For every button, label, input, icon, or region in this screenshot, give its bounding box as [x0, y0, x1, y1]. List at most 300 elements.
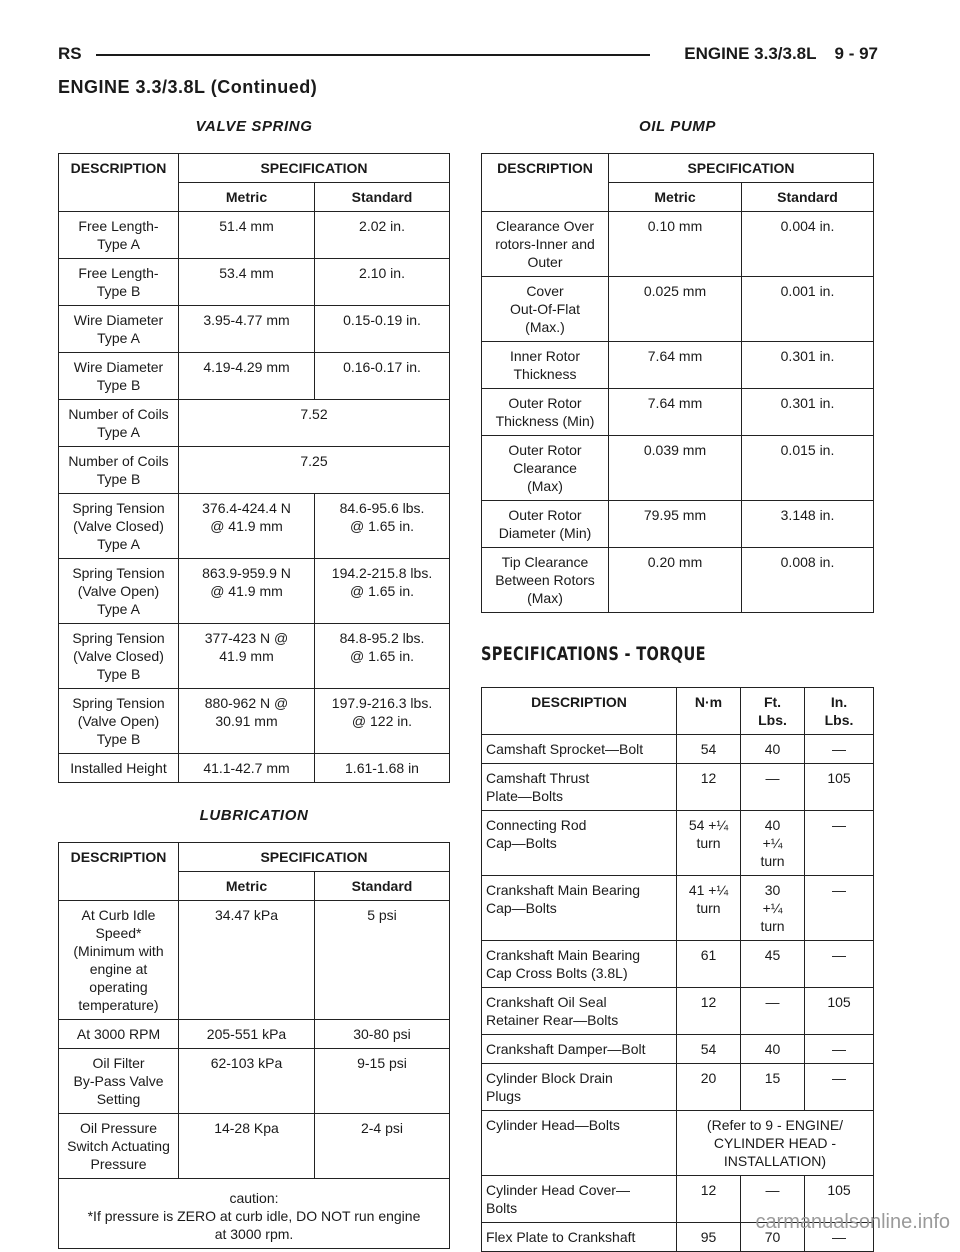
torque-table [481, 687, 874, 1252]
cell-line: rotors-Inner and [495, 236, 595, 252]
cell-line: — [765, 770, 780, 786]
cell-line: Inner Rotor [509, 348, 581, 364]
cell-line: 51.4 mm [219, 218, 274, 234]
metric-cell [179, 901, 315, 1020]
cell-line: Outer Rotor [508, 395, 582, 411]
cell-line: Type B [96, 471, 141, 487]
cell-line: (Valve Open) [77, 583, 160, 599]
description-cell [482, 764, 677, 811]
nm-cell [677, 1176, 741, 1223]
table-row [59, 212, 450, 259]
table-row [482, 1035, 874, 1064]
in-line-2: Lbs. [824, 712, 854, 728]
col-header-specification: SPECIFICATION [609, 154, 874, 183]
cell-line: Number of Coils [68, 453, 169, 469]
cell-line: 0.001 in. [780, 283, 835, 299]
cell-line: 0.16-0.17 in. [343, 359, 421, 375]
cell-line: Camshaft Sprocket—Bolt [486, 741, 644, 757]
table-row [482, 876, 874, 941]
right-column [481, 118, 874, 1252]
description-cell [59, 212, 179, 259]
in-lbs-cell [805, 941, 874, 988]
metric-cell [609, 389, 742, 436]
oil-pump-table [481, 153, 874, 613]
cell-line: @ 122 in. [351, 713, 413, 729]
standard-cell [742, 277, 874, 342]
combined-value-cell: 7.25 [179, 447, 450, 494]
oil-pump-title: OIL PUMP [638, 118, 717, 135]
cell-line: 7.64 mm [647, 395, 703, 411]
nm-cell [677, 764, 741, 811]
nm-cell [677, 941, 741, 988]
description-cell [482, 436, 609, 501]
description-cell [482, 389, 609, 436]
cell-line: 14-28 Kpa [214, 1120, 279, 1136]
cell-line: — [832, 947, 846, 963]
cell-line: 70 [764, 1229, 781, 1245]
cell-line: Cylinder Head Cover— [486, 1182, 630, 1198]
table-row [482, 1064, 874, 1111]
table-row [482, 764, 874, 811]
metric-cell [179, 212, 315, 259]
cell-line: INSTALLATION) [723, 1153, 827, 1169]
table-row [482, 1111, 874, 1176]
standard-cell [742, 389, 874, 436]
cell-line: At Curb Idle [81, 907, 156, 923]
cell-line: turn [760, 918, 785, 934]
cell-line: 4.19-4.29 mm [203, 359, 290, 375]
ft-lbs-cell [741, 1064, 805, 1111]
cell-line: Cover [526, 283, 564, 299]
table-row [59, 494, 450, 559]
cell-line: Number of Coils [68, 406, 169, 422]
in-lbs-cell [805, 764, 874, 811]
in-lbs-cell [805, 988, 874, 1035]
metric-cell [609, 212, 742, 277]
cell-line: Pressure [90, 1156, 147, 1172]
description-cell [59, 1020, 179, 1049]
description-cell [59, 494, 179, 559]
description-cell [482, 988, 677, 1035]
cell-line: 9-15 psi [357, 1055, 407, 1071]
metric-cell [179, 1020, 315, 1049]
cell-line: @ 1.65 in. [349, 648, 415, 664]
cell-line: 54 [700, 1041, 717, 1057]
cell-line: 205-551 kPa [206, 1026, 287, 1042]
cell-line: Between Rotors [495, 572, 595, 588]
cell-line: Bolts [486, 1200, 518, 1216]
cell-line: 1.61-1.68 in [345, 760, 419, 776]
standard-cell [742, 548, 874, 613]
cell-line: 5 psi [367, 907, 397, 923]
description-cell [59, 1114, 179, 1179]
cell-line: 0.20 mm [647, 554, 703, 570]
cell-line: @ 41.9 mm [210, 583, 283, 599]
table-row [59, 447, 450, 494]
in-lbs-cell [805, 1035, 874, 1064]
col-header-description: DESCRIPTION [482, 688, 677, 735]
cell-line: Wire Diameter [73, 312, 164, 328]
ft-lbs-cell [741, 988, 805, 1035]
metric-cell [179, 559, 315, 624]
cell-line: 61 [700, 947, 717, 963]
metric-cell [179, 624, 315, 689]
torque-section-title: SPECIFICATIONS - TORQUE [481, 643, 706, 665]
page-title: ENGINE 3.3/3.8L (Continued) [58, 77, 318, 97]
nm-cell [677, 1064, 741, 1111]
cell-line: 41.9 mm [219, 648, 274, 664]
lubrication-title: LUBRICATION [199, 807, 309, 824]
cell-line: Outer [527, 254, 563, 270]
description-cell [482, 876, 677, 941]
cell-line: — [832, 1229, 846, 1245]
description-cell [482, 811, 677, 876]
cell-line: Clearance Over [495, 218, 595, 234]
table-row [59, 1049, 450, 1114]
cell-line: 0.025 mm [643, 283, 707, 299]
header-page-number: 9 - 97 [834, 44, 878, 63]
combined-value-cell [677, 1111, 874, 1176]
cell-line: Free Length- [78, 265, 159, 281]
cell-line: Spring Tension [72, 565, 165, 581]
header-section-code: RS [58, 44, 82, 63]
table-row [482, 811, 874, 876]
cell-line: Cap Cross Bolts (3.8L) [486, 965, 628, 981]
col-header-description: DESCRIPTION [482, 154, 609, 212]
col-header-specification: SPECIFICATION [179, 154, 450, 183]
cell-line: turn [696, 900, 721, 916]
col-header-specification: SPECIFICATION [179, 843, 450, 872]
table-row [482, 212, 874, 277]
cell-line: 3.148 in. [780, 507, 835, 523]
cell-line: Tip Clearance [501, 554, 589, 570]
cell-line: Free Length- [78, 218, 159, 234]
torque-rows [482, 735, 874, 1252]
metric-cell [179, 259, 315, 306]
description-cell [59, 259, 179, 306]
metric-cell [179, 306, 315, 353]
table-row [59, 689, 450, 754]
description-cell [482, 1064, 677, 1111]
cell-line: 40 [764, 817, 781, 833]
cell-line: — [832, 882, 846, 898]
cell-line: 15 [764, 1070, 781, 1086]
metric-cell [179, 1114, 315, 1179]
cell-line: Spring Tension [72, 500, 165, 516]
cell-line: 79.95 mm [643, 507, 707, 523]
cell-line: 194.2-215.8 lbs. [331, 565, 433, 581]
cell-line: — [765, 994, 780, 1010]
cell-line: Crankshaft Damper—Bolt [486, 1041, 646, 1057]
standard-cell [315, 624, 450, 689]
cell-line: (Max) [527, 590, 563, 606]
cell-line: Type A [97, 536, 140, 552]
standard-cell [315, 901, 450, 1020]
standard-cell [315, 1049, 450, 1114]
nm-cell [677, 735, 741, 764]
cell-line: 62-103 kPa [210, 1055, 283, 1071]
cell-line: Type B [96, 283, 141, 299]
cell-line: 377-423 N @ [204, 630, 289, 646]
description-cell [482, 548, 609, 613]
col-header-metric: Metric [179, 872, 315, 901]
cell-line: 2.02 in. [359, 218, 405, 234]
col-header-ft-lbs [741, 688, 805, 735]
cell-line: 7.64 mm [647, 348, 703, 364]
description-cell [482, 1176, 677, 1223]
cell-line: Cylinder Block Drain [486, 1070, 613, 1086]
nm-cell [677, 876, 741, 941]
description-cell [59, 754, 179, 783]
metric-cell [179, 754, 315, 783]
cell-line: 54 +¼ [688, 817, 729, 833]
cell-line: 105 [827, 994, 851, 1010]
description-cell [59, 624, 179, 689]
cell-line: 54 [700, 741, 717, 757]
table-row [482, 277, 874, 342]
cell-line: Setting [96, 1091, 141, 1107]
cell-line: 0.301 in. [780, 395, 835, 411]
cell-line: By-Pass Valve [73, 1073, 164, 1089]
col-header-standard: Standard [742, 183, 874, 212]
cell-line: 30.91 mm [215, 713, 278, 729]
in-lbs-cell [805, 735, 874, 764]
cell-line: 95 [700, 1229, 717, 1245]
oil-pump-rows [482, 212, 874, 613]
cell-line: Diameter (Min) [498, 525, 592, 541]
page-header [58, 44, 878, 68]
table-row [59, 624, 450, 689]
metric-cell [609, 436, 742, 501]
cell-line: Oil Filter [92, 1055, 145, 1071]
cell-line: — [765, 1182, 780, 1198]
description-cell [482, 501, 609, 548]
caution-note-row [59, 1179, 450, 1249]
cell-line: at 3000 rpm. [214, 1226, 294, 1242]
cell-line: 12 [700, 994, 717, 1010]
cell-line: Out-Of-Flat [509, 301, 580, 317]
standard-cell [742, 342, 874, 389]
cell-line: Plate—Bolts [486, 788, 564, 804]
standard-cell [315, 259, 450, 306]
cell-line: — [832, 817, 846, 833]
table-row [59, 400, 450, 447]
table-row [59, 901, 450, 1020]
description-cell [59, 901, 179, 1020]
metric-cell [609, 501, 742, 548]
in-line-1: In. [830, 694, 848, 710]
ft-lbs-cell [741, 735, 805, 764]
cell-line: 0.008 in. [780, 554, 835, 570]
standard-cell [315, 559, 450, 624]
nm-cell [677, 988, 741, 1035]
metric-cell [179, 353, 315, 400]
cell-line: Type B [96, 666, 141, 682]
metric-cell [179, 494, 315, 559]
cell-line: 105 [827, 1182, 851, 1198]
caution-note [59, 1179, 450, 1249]
standard-cell [315, 1114, 450, 1179]
ft-lbs-cell [741, 876, 805, 941]
cell-line: Thickness [513, 366, 577, 382]
description-cell [59, 306, 179, 353]
cell-line: — [832, 741, 846, 757]
table-row [482, 436, 874, 501]
valve-spring-rows [59, 212, 450, 783]
cell-line: Switch Actuating [67, 1138, 170, 1154]
cell-line: 863.9-959.9 N [202, 565, 291, 581]
table-row [59, 1020, 450, 1049]
valve-spring-table [58, 153, 450, 783]
metric-cell [609, 277, 742, 342]
header-chapter-title: ENGINE 3.3/3.8L [684, 44, 817, 63]
nm-cell [677, 811, 741, 876]
table-row [482, 389, 874, 436]
cell-line: Crankshaft Main Bearing [486, 882, 641, 898]
cell-line: Crankshaft Main Bearing [486, 947, 641, 963]
cell-line: Cap—Bolts [486, 900, 557, 916]
standard-cell [315, 754, 450, 783]
ft-lbs-cell [741, 1035, 805, 1064]
cell-line: CYLINDER HEAD - [713, 1135, 837, 1151]
cell-line: Plugs [486, 1088, 522, 1104]
cell-line: 30 [764, 882, 781, 898]
standard-cell [315, 689, 450, 754]
nm-cell [677, 1223, 741, 1252]
cell-line: Outer Rotor [508, 507, 582, 523]
description-cell [59, 353, 179, 400]
description-cell [482, 1223, 677, 1252]
cell-line: @ 41.9 mm [210, 518, 283, 534]
cell-line: 0.039 mm [643, 442, 707, 458]
cell-line: Wire Diameter [73, 359, 164, 375]
in-lbs-cell [805, 811, 874, 876]
cell-line: 376.4-424.4 N [202, 500, 291, 516]
col-header-standard: Standard [315, 872, 450, 901]
table-row [59, 306, 450, 353]
table-row [59, 353, 450, 400]
cell-line: Oil Pressure [79, 1120, 158, 1136]
cell-line: 0.10 mm [647, 218, 703, 234]
cell-line: *If pressure is ZERO at curb idle, DO NOT run engine [87, 1208, 421, 1224]
table-row [482, 548, 874, 613]
col-header-metric: Metric [609, 183, 742, 212]
cell-line: Outer Rotor [508, 442, 582, 458]
ft-lbs-cell [741, 811, 805, 876]
cell-line: Type A [97, 601, 140, 617]
in-lbs-cell [805, 876, 874, 941]
table-row [59, 559, 450, 624]
cell-line: (Refer to 9 - ENGINE/ [706, 1117, 844, 1133]
description-cell [482, 941, 677, 988]
valve-spring-title: VALVE SPRING [195, 118, 313, 135]
cell-line: engine at [89, 961, 148, 977]
cell-line: 20 [700, 1070, 717, 1086]
cell-line: 12 [700, 1182, 717, 1198]
ft-lbs-cell [741, 764, 805, 811]
standard-cell [315, 494, 450, 559]
description-cell [59, 1049, 179, 1114]
table-row [482, 342, 874, 389]
left-column [58, 118, 450, 1249]
metric-cell [179, 689, 315, 754]
header-right [666, 44, 878, 64]
description-cell [482, 735, 677, 764]
standard-cell [742, 212, 874, 277]
cell-line: Type B [96, 377, 141, 393]
cell-line: (Minimum with [73, 943, 164, 959]
in-lbs-cell [805, 1064, 874, 1111]
table-row [482, 501, 874, 548]
nm-cell [677, 1035, 741, 1064]
combined-value-cell: 7.52 [179, 400, 450, 447]
table-row [59, 1114, 450, 1179]
ft-line-1: Ft. [763, 694, 782, 710]
cell-line: 0.15-0.19 in. [343, 312, 421, 328]
cell-line: 41.1-42.7 mm [203, 760, 290, 776]
cell-line: 0.301 in. [780, 348, 835, 364]
cell-line: Clearance [513, 460, 577, 476]
cell-line: 41 +¼ [688, 882, 729, 898]
cell-line: turn [760, 853, 785, 869]
col-header-metric: Metric [179, 183, 315, 212]
cell-line: 34.47 kPa [214, 907, 279, 923]
cell-line: 84.6-95.6 lbs. [339, 500, 425, 516]
cell-line: — [832, 1041, 846, 1057]
standard-cell [315, 353, 450, 400]
cell-line: operating [89, 979, 148, 995]
cell-line: Crankshaft Oil Seal [486, 994, 607, 1010]
cell-line: 2.10 in. [359, 265, 405, 281]
cell-line: 84.8-95.2 lbs. [339, 630, 425, 646]
standard-cell [315, 306, 450, 353]
cell-line: Cylinder Head—Bolts [486, 1117, 620, 1133]
col-header-in-lbs [805, 688, 874, 735]
cell-line: Spring Tension [72, 695, 165, 711]
description-cell [59, 400, 179, 447]
cell-line: 197.9-216.3 lbs. [331, 695, 433, 711]
cell-line: 40 [764, 741, 781, 757]
cell-line: Cap—Bolts [486, 835, 557, 851]
standard-cell [742, 501, 874, 548]
ft-lbs-cell [741, 941, 805, 988]
cell-line: temperature) [78, 997, 159, 1013]
cell-line: caution: [229, 1190, 279, 1206]
table-row [482, 941, 874, 988]
cell-line: @ 1.65 in. [349, 518, 415, 534]
standard-cell [315, 1020, 450, 1049]
cell-line: At 3000 RPM [76, 1026, 161, 1042]
cell-line: 105 [827, 770, 851, 786]
cell-line: Type A [97, 236, 140, 252]
cell-line: Type A [97, 424, 140, 440]
table-row [59, 754, 450, 783]
cell-line: 3.95-4.77 mm [203, 312, 290, 328]
table-row [482, 988, 874, 1035]
cell-line: Connecting Rod [486, 817, 587, 833]
description-cell [482, 342, 609, 389]
standard-cell [315, 212, 450, 259]
cell-line: Type A [97, 330, 140, 346]
cell-line: Installed Height [70, 760, 167, 776]
cell-line: Spring Tension [72, 630, 165, 646]
cell-line: 12 [700, 770, 717, 786]
cell-line: — [832, 1070, 846, 1086]
lubrication-rows [59, 901, 450, 1249]
col-header-nm: N·m [677, 688, 741, 735]
cell-line: (Max) [527, 478, 563, 494]
cell-line: turn [696, 835, 721, 851]
